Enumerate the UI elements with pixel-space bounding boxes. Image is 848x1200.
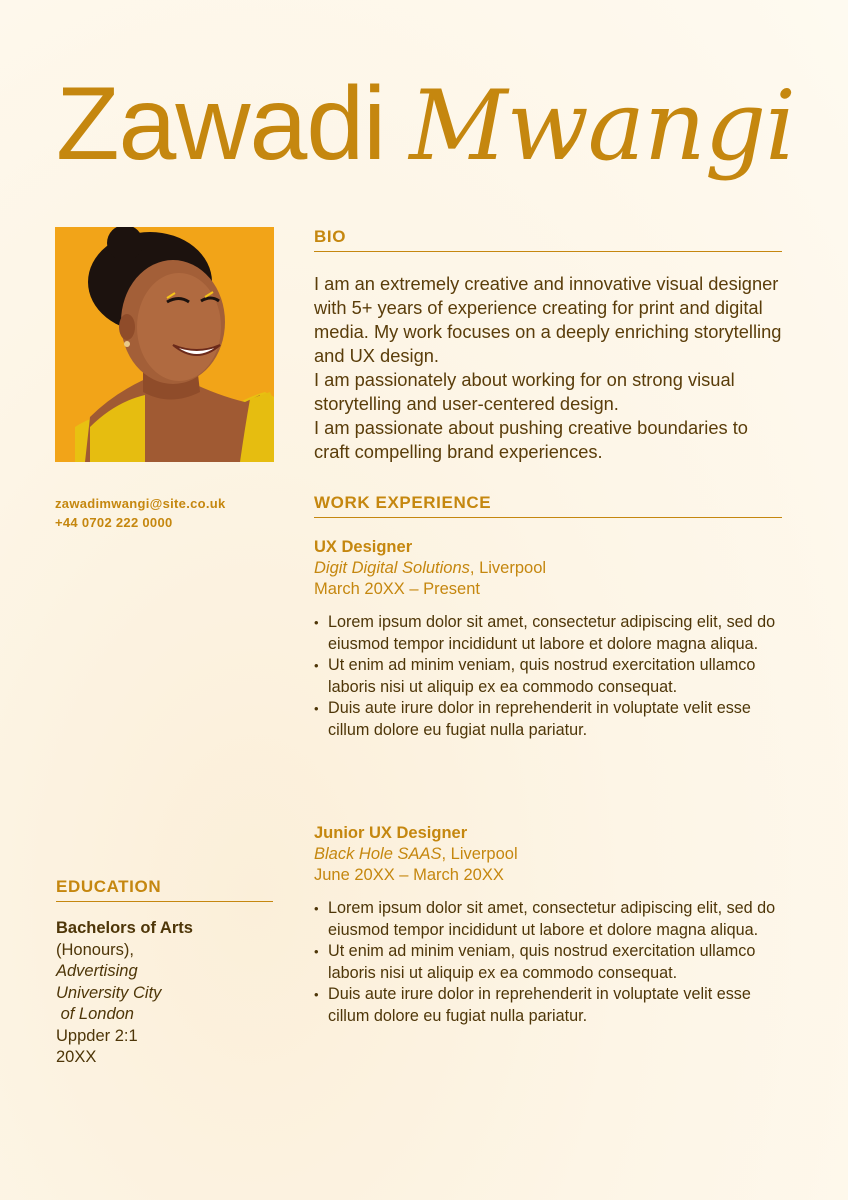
job-dates: March 20XX – Present — [314, 580, 480, 598]
degree: Bachelors of Arts — [56, 919, 193, 937]
job-bullet: • Duis aute irure dolor in reprehenderit in voluptate velit esse cillum dolore eu fugiat nulla pariatur. — [314, 984, 784, 1027]
job-bullet: • Lorem ipsum dolor sit amet, consectetur adipiscing elit, sed do eiusmod tempor incididunt ut labore et dolore magna aliqua. — [314, 612, 784, 655]
resume-name — [56, 66, 795, 182]
degree-grade: Uppder 2:1 — [56, 1026, 138, 1045]
phone-number[interactable]: +44 0702 222 0000 — [55, 515, 173, 530]
job-bullet: • Ut enim ad minim veniam, quis nostrud exercitation ullamco laboris nisi ut aliquip ex ea commodo consequat. — [314, 655, 784, 698]
bio-paragraph: I am an extremely creative and innovative visual designer with 5+ years of experience creating for print and digital media. My work focuses on a deeply enriching storytelling and UX design. — [314, 273, 782, 366]
university-name-cont: of London — [56, 1005, 134, 1023]
first-name: Zawadi — [56, 66, 386, 182]
degree-honours: (Honours), — [56, 940, 134, 959]
degree-subject: Advertising — [56, 962, 138, 980]
job-dates: June 20XX – March 20XX — [314, 866, 504, 884]
job-bullets — [314, 612, 784, 741]
job-company: Black Hole SAAS — [314, 845, 442, 863]
job-location: , Liverpool — [441, 845, 518, 863]
email-link[interactable]: zawadimwangi@site.co.uk — [55, 496, 226, 511]
job-title: Junior UX Designer — [314, 824, 468, 842]
bio-paragraph: I am passionately about working for on strong visual storytelling and user-centered design. — [314, 369, 735, 414]
job-title: UX Designer — [314, 538, 413, 556]
job-bullet: • Duis aute irure dolor in reprehenderit in voluptate velit esse cillum dolore eu fugiat nulla pariatur. — [314, 698, 784, 741]
bio-heading: BIO — [314, 227, 782, 252]
bio-text — [314, 272, 784, 464]
job-bullet: • Ut enim ad minim veniam, quis nostrud exercitation ullamco laboris nisi ut aliquip ex ea commodo consequat. — [314, 941, 784, 984]
job-bullet: • Lorem ipsum dolor sit amet, consectetur adipiscing elit, sed do eiusmod tempor incididunt ut labore et dolore magna aliqua. — [314, 898, 784, 941]
graduation-year: 20XX — [56, 1048, 97, 1066]
bio-paragraph: I am passionate about pushing creative boundaries to craft compelling brand experiences. — [314, 417, 748, 462]
education-entry — [56, 918, 276, 1069]
job-entry — [314, 822, 784, 1027]
last-name: Mwangi — [409, 70, 795, 182]
portrait-illustration — [55, 227, 274, 462]
job-company-line — [314, 844, 784, 865]
job-location: , Liverpool — [469, 559, 547, 577]
contact-block — [55, 494, 226, 532]
portrait-photo — [55, 227, 274, 462]
job-company: Digit Digital Solutions — [314, 559, 470, 577]
education-heading: EDUCATION — [56, 877, 273, 902]
job-company-line — [314, 558, 784, 579]
job-entry — [314, 536, 784, 741]
work-experience-heading: WORK EXPERIENCE — [314, 493, 782, 518]
university-name: University City — [56, 983, 162, 1002]
job-bullets — [314, 898, 784, 1027]
